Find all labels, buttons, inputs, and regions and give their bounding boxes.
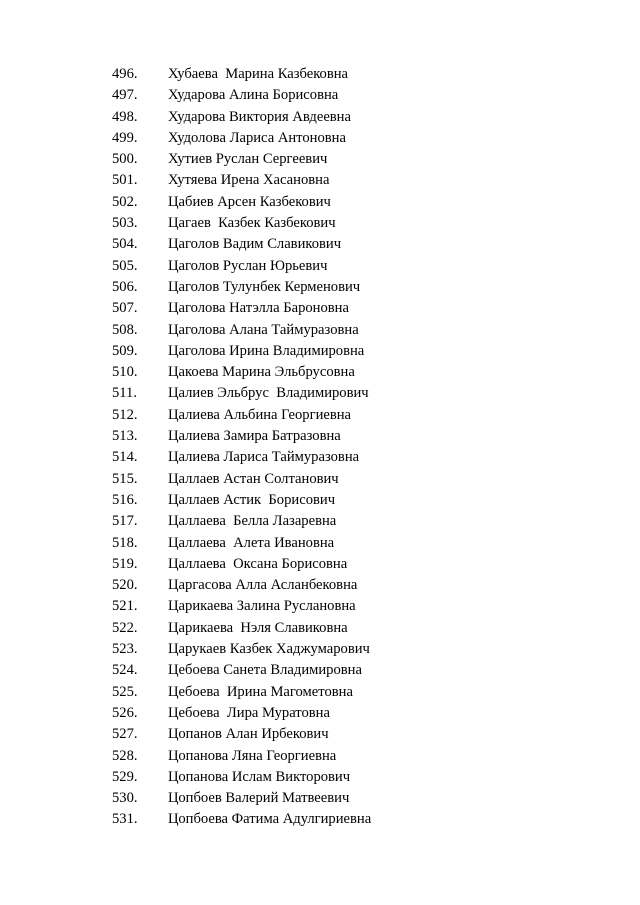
entry-full-name: Цаллаева Белла Лазаревна — [168, 513, 337, 530]
list-item — [112, 703, 612, 724]
entry-number: 501. — [112, 172, 138, 189]
entry-full-name: Царгасова Алла Асланбековна — [168, 577, 358, 594]
entry-full-name: Хутяева Ирена Хасановна — [168, 172, 330, 189]
list-item — [112, 85, 612, 106]
entry-number: 503. — [112, 215, 138, 232]
entry-number: 526. — [112, 704, 138, 721]
entry-full-name: Худолова Лариса Антоновна — [168, 129, 346, 146]
entry-full-name: Цопбоев Валерий Матвеевич — [168, 790, 350, 807]
entry-number: 530. — [112, 790, 138, 807]
entry-full-name: Цаголов Вадим Славикович — [168, 236, 342, 253]
list-item — [112, 341, 612, 362]
entry-full-name: Цагаев Казбек Казбекович — [168, 215, 336, 232]
entry-full-name: Цалиева Лариса Таймуразовна — [168, 449, 360, 466]
entry-full-name: Цаголова Натэлла Бароновна — [168, 300, 349, 317]
name-list — [112, 64, 612, 831]
list-item — [112, 192, 612, 213]
entry-number: 515. — [112, 470, 138, 487]
entry-number: 527. — [112, 726, 138, 743]
entry-number: 519. — [112, 555, 138, 572]
list-item — [112, 213, 612, 234]
entry-number: 499. — [112, 129, 138, 146]
entry-number: 529. — [112, 768, 138, 785]
entry-number: 513. — [112, 428, 138, 445]
entry-number: 517. — [112, 513, 138, 530]
entry-full-name: Цебоева Санета Владимировна — [168, 662, 362, 679]
entry-number: 500. — [112, 151, 138, 168]
list-item — [112, 554, 612, 575]
entry-number: 507. — [112, 300, 138, 317]
entry-full-name: Царукаев Казбек Хаджумарович — [168, 641, 370, 658]
entry-number: 506. — [112, 278, 138, 295]
list-item — [112, 320, 612, 341]
entry-full-name: Хутиев Руслан Сергеевич — [168, 151, 328, 168]
entry-number: 498. — [112, 108, 138, 125]
entry-full-name: Хубаева Марина Казбековна — [168, 66, 349, 82]
entry-number: 509. — [112, 342, 138, 359]
entry-number: 512. — [112, 406, 138, 423]
list-item — [112, 128, 612, 149]
list-item — [112, 660, 612, 681]
entry-number: 502. — [112, 193, 138, 210]
entry-number: 510. — [112, 364, 138, 381]
entry-number: 522. — [112, 619, 138, 636]
entry-number: 523. — [112, 641, 138, 658]
entry-full-name: Царикаева Нэля Славиковна — [168, 619, 348, 636]
list-item — [112, 298, 612, 319]
entry-full-name: Цалиева Замира Батразовна — [168, 428, 341, 445]
list-item — [112, 746, 612, 767]
entry-number: 520. — [112, 577, 138, 594]
list-item — [112, 788, 612, 809]
entry-full-name: Цаголова Ирина Владимировна — [168, 342, 365, 359]
entry-full-name: Цаллаева Алета Ивановна — [168, 534, 335, 551]
list-item — [112, 277, 612, 298]
list-item — [112, 639, 612, 660]
entry-full-name: Цопанова Ислам Викторович — [168, 768, 351, 785]
entry-full-name: Цаголов Тулунбек Керменович — [168, 278, 361, 295]
list-item — [112, 724, 612, 745]
list-item — [112, 447, 612, 468]
entry-full-name: Цебоева Ирина Магометовна — [168, 683, 353, 700]
entry-full-name: Цаллаев Астан Солтанович — [168, 470, 339, 487]
entry-number: 528. — [112, 747, 138, 764]
list-item — [112, 426, 612, 447]
list-item — [112, 533, 612, 554]
entry-number: 496. — [112, 66, 138, 82]
entry-number: 504. — [112, 236, 138, 253]
list-item — [112, 469, 612, 490]
list-item — [112, 234, 612, 255]
entry-full-name: Цопбоева Фатима Адулгириевна — [168, 811, 372, 828]
list-item — [112, 596, 612, 617]
entry-full-name: Цалиев Эльбрус Владимирович — [168, 385, 369, 402]
entry-full-name: Цабиев Арсен Казбекович — [168, 193, 331, 210]
entry-full-name: Цалиева Альбина Георгиевна — [168, 406, 352, 423]
entry-full-name: Хударова Виктория Авдеевна — [168, 108, 351, 125]
list-item — [112, 256, 612, 277]
list-item — [112, 362, 612, 383]
list-item — [112, 383, 612, 404]
list-item — [112, 405, 612, 426]
list-item — [112, 511, 612, 532]
list-item — [112, 618, 612, 639]
entry-full-name: Хударова Алина Борисовна — [168, 87, 339, 104]
entry-number: 497. — [112, 87, 138, 104]
entry-full-name: Царикаева Залина Руслановна — [168, 598, 356, 615]
entry-number: 511. — [112, 385, 137, 402]
entry-full-name: Цаллаева Оксана Борисовна — [168, 555, 348, 572]
entry-number: 525. — [112, 683, 138, 700]
list-item — [112, 149, 612, 170]
list-item — [112, 809, 612, 830]
entry-full-name: Цаллаев Астик Борисович — [168, 491, 336, 508]
entry-full-name: Цаголов Руслан Юрьевич — [168, 257, 328, 274]
entry-number: 514. — [112, 449, 138, 466]
entry-number: 516. — [112, 491, 138, 508]
list-item — [112, 767, 612, 788]
list-item — [112, 490, 612, 511]
entry-number: 521. — [112, 598, 138, 615]
entry-full-name: Цопанова Ляна Георгиевна — [168, 747, 337, 764]
entry-number: 524. — [112, 662, 138, 679]
list-item — [112, 64, 612, 85]
list-item — [112, 682, 612, 703]
entry-number: 508. — [112, 321, 138, 338]
entry-full-name: Цопанов Алан Ирбекович — [168, 726, 329, 743]
entry-number: 531. — [112, 811, 138, 828]
entry-full-name: Цакоева Марина Эльбрусовна — [168, 364, 355, 381]
entry-number: 518. — [112, 534, 138, 551]
list-item — [112, 170, 612, 191]
list-item — [112, 575, 612, 596]
entry-full-name: Цебоева Лира Муратовна — [168, 704, 330, 721]
list-item — [112, 107, 612, 128]
entry-number: 505. — [112, 257, 138, 274]
entry-full-name: Цаголова Алана Таймуразовна — [168, 321, 359, 338]
